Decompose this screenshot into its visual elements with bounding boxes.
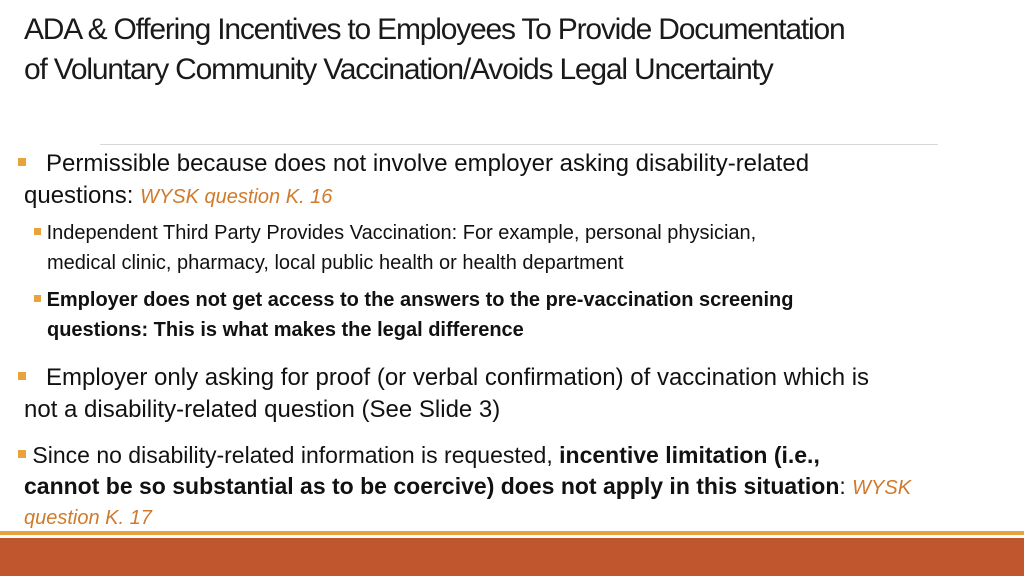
sub-bullet-1 (34, 218, 994, 278)
bullet-3 (18, 440, 1018, 530)
sub-bullet-1-line-2: medical clinic, pharmacy, local public health or health department (47, 252, 624, 274)
bullet-3-colon: : (839, 473, 846, 499)
bullet-3-reference-2: question K. 17 (24, 507, 152, 529)
bullet-3-text: Since no disability-related information is requested, (32, 442, 553, 468)
bullet-2-line-1: Employer only asking for proof (or verbal confirmation) of vaccination which is (46, 364, 870, 391)
footer-accent-line (0, 531, 1024, 535)
bullet-1-line-1: Permissible because does not involve employer asking disability-related (46, 150, 810, 177)
bullet-square-icon (18, 158, 26, 166)
bullet-square-icon (34, 228, 41, 235)
sub-bullet-1-line-1: Independent Third Party Provides Vaccination: For example, personal physician, (46, 222, 757, 244)
slide-title (24, 10, 1014, 90)
bullet-square-icon (18, 450, 26, 458)
bullet-3-bold-2: cannot be so substantial as to be coercive) does not apply in this situation (24, 473, 840, 499)
bullet-square-icon (18, 372, 26, 380)
sub-bullet-2-line-2: questions: This is what makes the legal difference (47, 319, 524, 341)
bullet-1-reference: WYSK question K. 16 (140, 186, 333, 208)
title-divider (100, 144, 938, 145)
bullet-3-reference-1: WYSK (852, 477, 912, 499)
bullet-2-line-2: not a disability-related question (See Slide 3) (24, 396, 501, 423)
bullet-1-line-2: questions: (24, 182, 134, 209)
title-line-2: of Voluntary Community Vaccination/Avoids Legal Uncertainty (24, 53, 773, 86)
bullet-1 (18, 148, 998, 213)
sub-bullet-2 (34, 285, 994, 345)
sub-bullet-2-line-1: Employer does not get access to the answers to the pre-vaccination screening (46, 289, 794, 311)
footer-bar (0, 538, 1024, 576)
bullet-3-bold-1: incentive limitation (i.e., (559, 442, 820, 468)
bullet-2 (18, 362, 1008, 426)
title-line-1: ADA & Offering Incentives to Employees To Provide Documentation (24, 13, 845, 46)
bullet-square-icon (34, 295, 41, 302)
